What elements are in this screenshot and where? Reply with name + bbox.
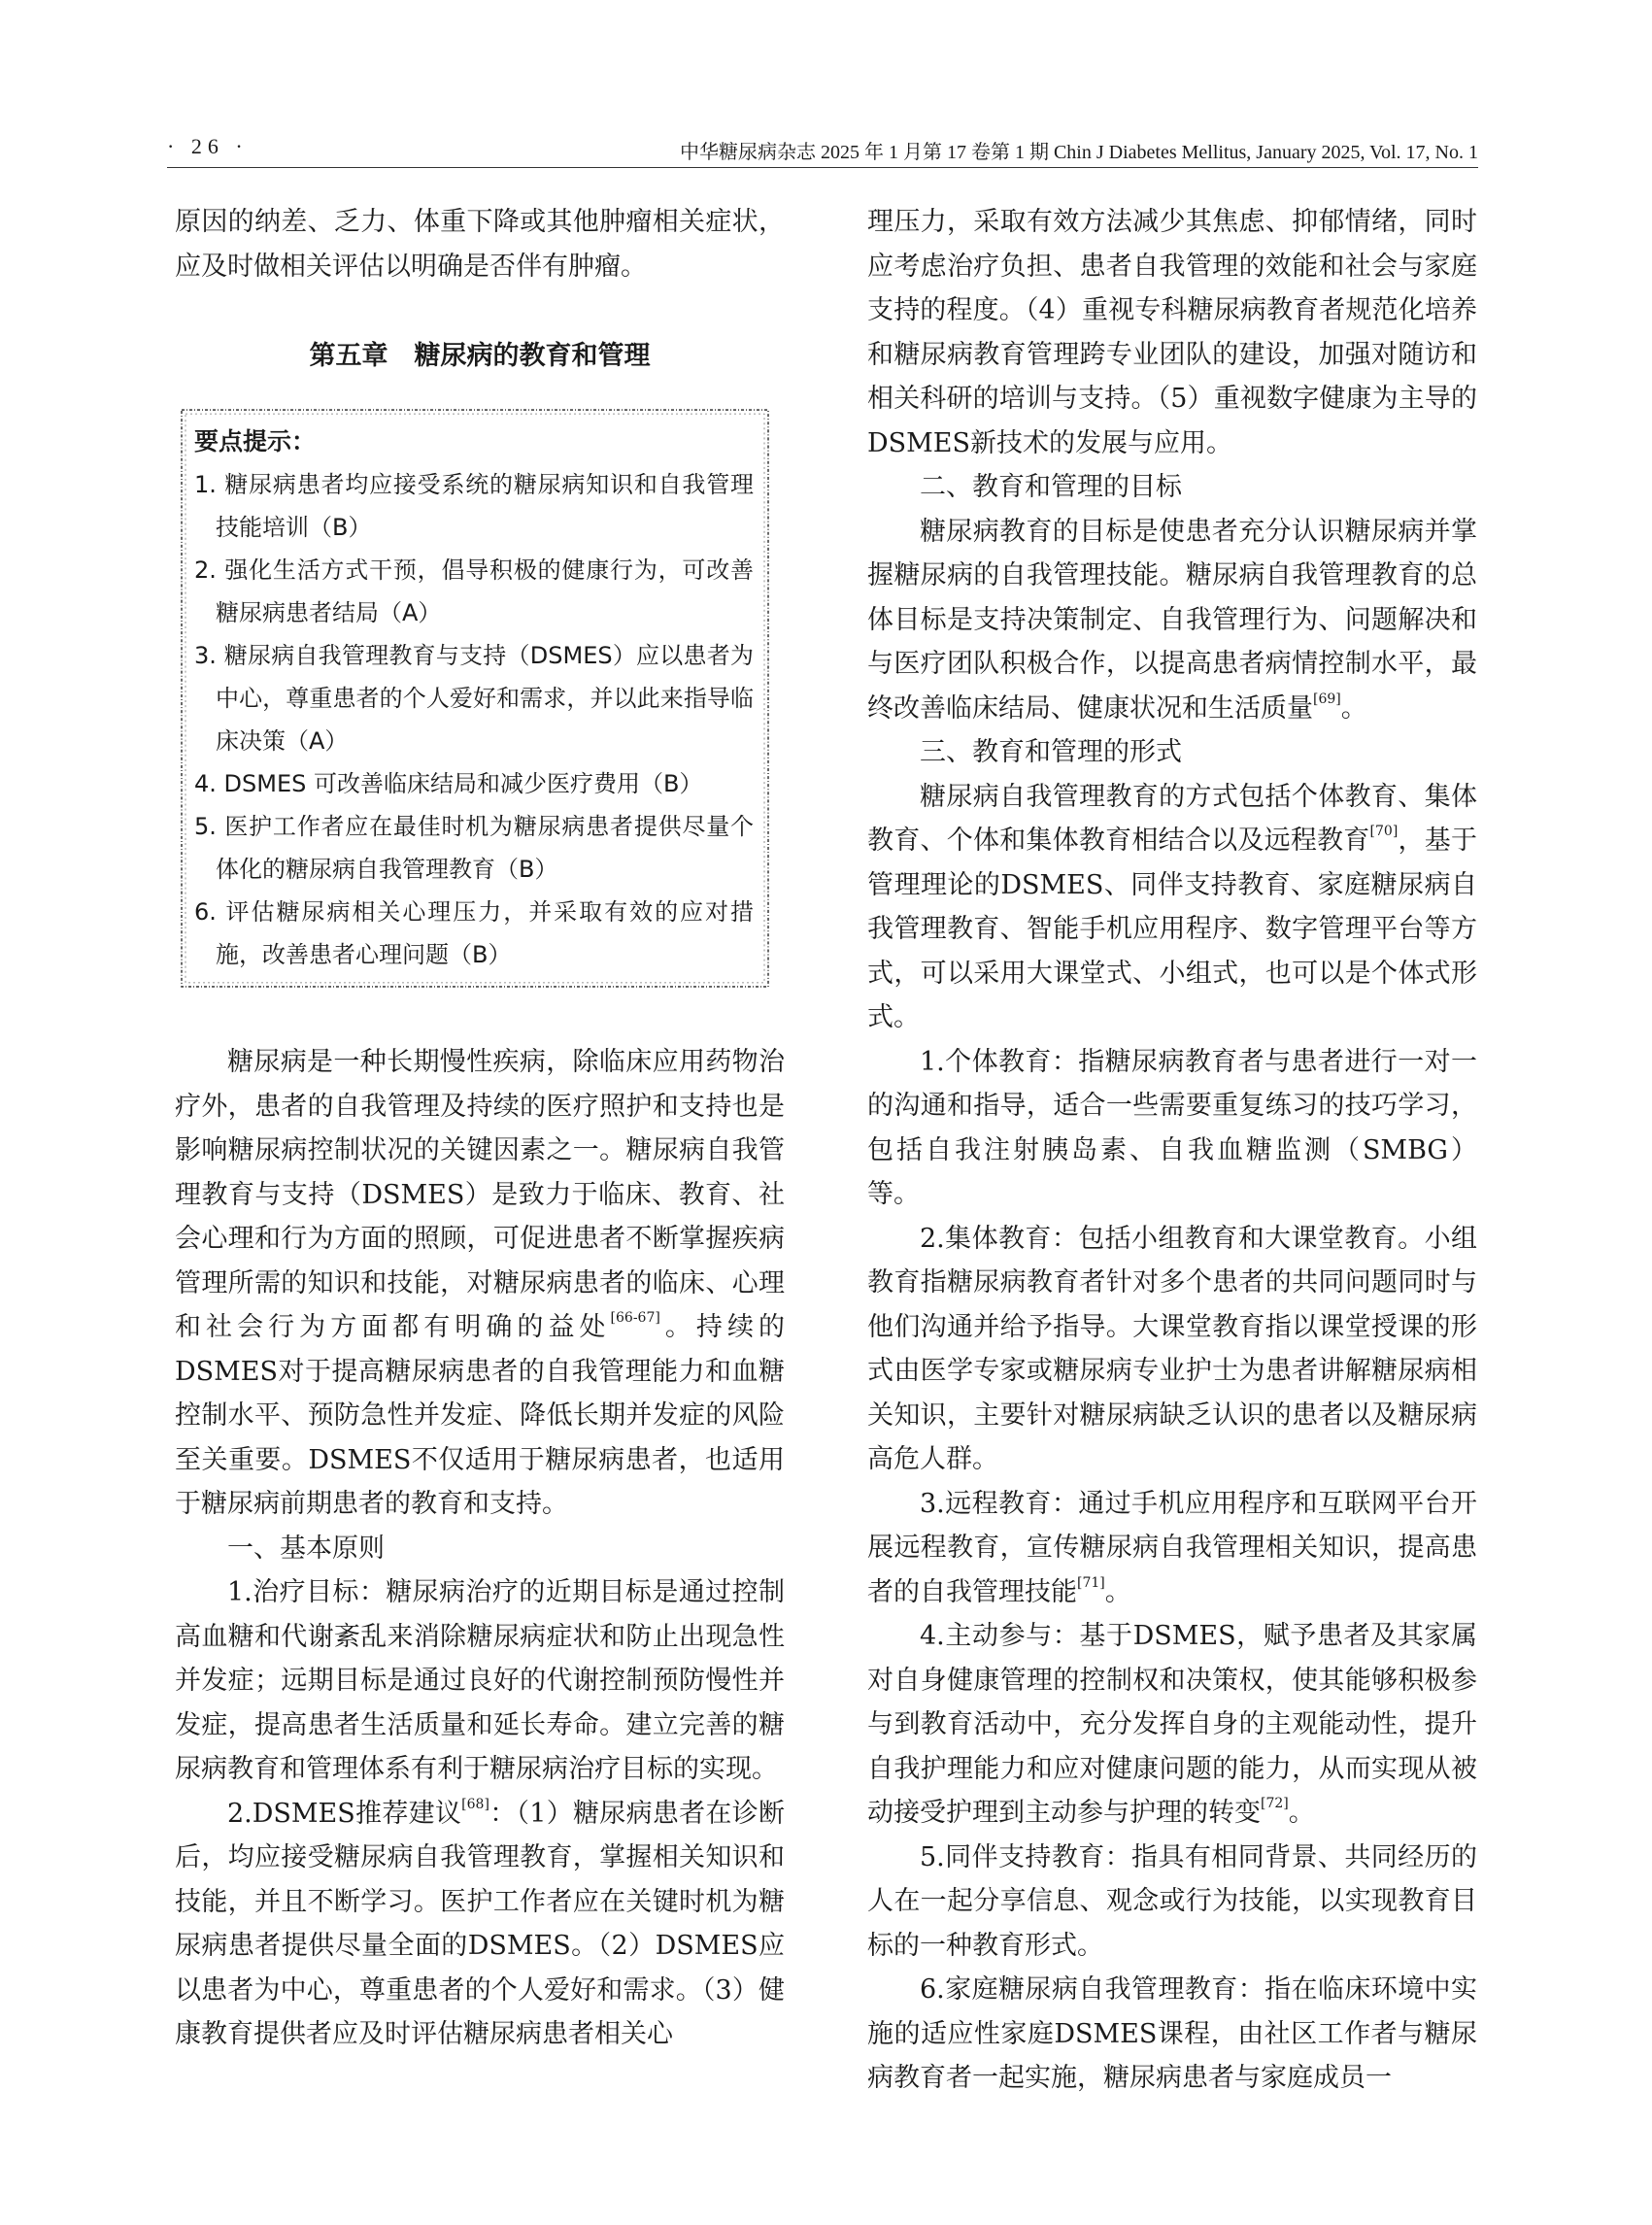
continued-paragraph: 原因的纳差、乏力、体重下降或其他肿瘤相关症状，应及时做相关评估以明确是否伴有肿瘤。 [175,207,785,282]
citation-ref: [69] [1313,691,1341,707]
p2-text-end: ：（1）糖尿病患者在诊断后，均应接受糖尿病自我管理教育，掌握相关知识和技能，并且不断学习。医护工作者应在关键时机为糖尿病患者提供尽量全面的DSMES。（2）DSMES应以患者为中心，尊重患者的个人爱好和需求。（3）健康教育提供者应及时评估糖尿病患者相关心 [175,1798,785,2049]
chapter-title: 第五章 糖尿病的教育和管理 [309,341,651,371]
intro-text: 糖尿病是一种长期慢性疾病，除临床应用药物治疗外，患者的自我管理及持续的医疗照护和支持也是影响糖尿病控制状况的关键因素之一。糖尿病自我管理教育与支持（DSMES）是致力于临床、教育、社会心理和行为方面的照顾，可促进患者不断掌握疾病管理所需的知识和技能，对糖尿病患者的临床、心理和社会行为方面都有明确的益处 [175,1047,785,1342]
forms-text-end: ，基于管理理论的DSMES、同伴支持教育、家庭糖尿病自我管理教育、智能手机应用程序、数字管理平台等方式，可以采用大课堂式、小组式，也可以是个体式形式。 [867,826,1478,1032]
paragraph-group-education: 2.集体教育：包括小组教育和大课堂教育。小组教育指糖尿病教育者针对多个患者的共同问题同时与他们沟通并给予指导。大课堂教育指以课堂授课的形式由医学专家或糖尿病专业护士为患者讲解糖尿病相关知识，主要针对糖尿病缺乏认识的患者以及糖尿病高危人群。 [867,1223,1477,1474]
journal-citation: 中华糖尿病杂志 2025 年 1 月第 17 卷第 1 期 Chin J Diabetes Mellitus, January 2025, Vol. 17, No. 1 [679,142,1478,163]
paragraph-family-education: 6.家庭糖尿病自我管理教育：指在临床环境中实施的适应性家庭DSMES课程，由社区工作者与糖尿病教育者一起实施，糖尿病患者与家庭成员一 [867,1974,1477,2093]
citation-ref: [72] [1261,1796,1289,1811]
section-heading: 一、基本原则 [227,1533,385,1564]
key-point-item: 6. 评估糖尿病相关心理压力，并采取有效的应对措施，改善患者心理问题（B） [194,898,754,968]
running-header [167,134,1478,168]
paragraph-peer-support: 5.同伴支持教育：指具有相同背景、共同经历的人在一起分享信息、观念或行为技能，以实现教育目标的一种教育形式。 [867,1841,1477,1961]
paragraph-goals [867,510,1477,731]
paragraph-active-participation [867,1614,1477,1836]
section-heading: 三、教育和管理的形式 [920,737,1182,767]
right-column [867,200,1477,2101]
key-point-item: 4. DSMES 可改善临床结局和减少医疗费用（B） [194,770,703,797]
citation-ref: [71] [1077,1574,1105,1591]
goal-text-end: 。 [1340,692,1367,724]
key-point-item: 2. 强化生活方式干预，倡导积极的健康行为，可改善糖尿病患者结局（A） [194,556,754,626]
citation-ref: [68] [461,1796,489,1812]
key-point-item: 5. 医护工作者应在最佳时机为糖尿病患者提供尽量个体化的糖尿病自我管理教育（B） [194,813,754,883]
citation-ref: [70] [1369,824,1399,839]
f4-text-end: 。 [1288,1798,1315,1828]
continued-paragraph: 理压力，采取有效方法减少其焦虑、抑郁情绪，同时应考虑治疗负担、患者自我管理的效能和社会与家庭支持的程度。（4）重视专科糖尿病教育者规范化培养和糖尿病教育管理跨专业团队的建设，加强对随访和相关科研的培训与支持。（5）重视数字健康为主导的DSMES新技术的发展与应用。 [867,207,1477,458]
paragraph-individual-education: 1.个体教育：指糖尿病教育者与患者进行一对一的沟通和指导，适合一些需要重复练习的技巧学习，包括自我注射胰岛素、自我血糖监测（SMBG）等。 [867,1046,1477,1209]
intro-paragraph [175,1040,785,1527]
key-point-item: 1. 糖尿病患者均应接受系统的糖尿病知识和自我管理技能培训（B） [194,471,754,541]
paragraph-forms [867,775,1477,1040]
section-heading: 二、教育和管理的目标 [920,472,1182,502]
f3-text-end: 。 [1104,1576,1131,1607]
key-point-item: 3. 糖尿病自我管理教育与支持（DSMES）应以患者为中心，尊重患者的个人爱好和需求，并以此来指导临床决策（A） [194,642,754,755]
f3-text: 3.远程教育：通过手机应用程序和互联网平台开展远程教育，宣传糖尿病自我管理相关知识，提高患者的自我管理技能 [867,1488,1477,1607]
goal-text: 糖尿病教育的目标是使患者充分认识糖尿病并掌握糖尿病的自我管理技能。糖尿病自我管理教育的总体目标是支持决策制定、自我管理行为、问题解决和与医疗团队积极合作，以提高患者病情控制水平，最终改善临床结局、健康状况和生活质量 [867,516,1477,724]
forms-text: 糖尿病自我管理教育的方式包括个体教育、集体教育、个体和集体教育相结合以及远程教育 [867,781,1477,856]
key-points-title: 要点提示： [194,427,317,455]
left-column [175,200,785,2057]
citation-ref: [66-67] [610,1310,660,1326]
p2-text: 2.DSMES推荐建议 [227,1798,462,1829]
f4-text: 4.主动参与：基于DSMES，赋予患者及其家属对自身健康管理的控制权和决策权，使其能够积极参与到教育活动中，充分发挥自身的主观能动性，提升自我护理能力和应对健康问题的能力，从而实现从被动接受护理到主动参与护理的转变 [867,1621,1477,1828]
key-points-box [179,407,771,990]
paragraph-dsmes-recommendations [175,1792,785,2057]
intro-text-end: 。持续的DSMES对于提高糖尿病患者的自我管理能力和血糖控制水平、预防急性并发症、降低长期并发症的风险至关重要。DSMES不仅适用于糖尿病患者，也适用于糖尿病前期患者的教育和支持。 [175,1312,785,1519]
page-number: · 26 · [167,134,249,158]
paragraph-remote-education [867,1482,1477,1615]
paragraph-treatment-goals: 1.治疗目标：糖尿病治疗的近期目标是通过控制高血糖和代谢紊乱来消除糖尿病症状和防止出现急性并发症；远期目标是通过良好的代谢控制预防慢性并发症，提高患者生活质量和延长寿命。建立完善的糖尿病教育和管理体系有利于糖尿病治疗目标的实现。 [175,1577,785,1784]
